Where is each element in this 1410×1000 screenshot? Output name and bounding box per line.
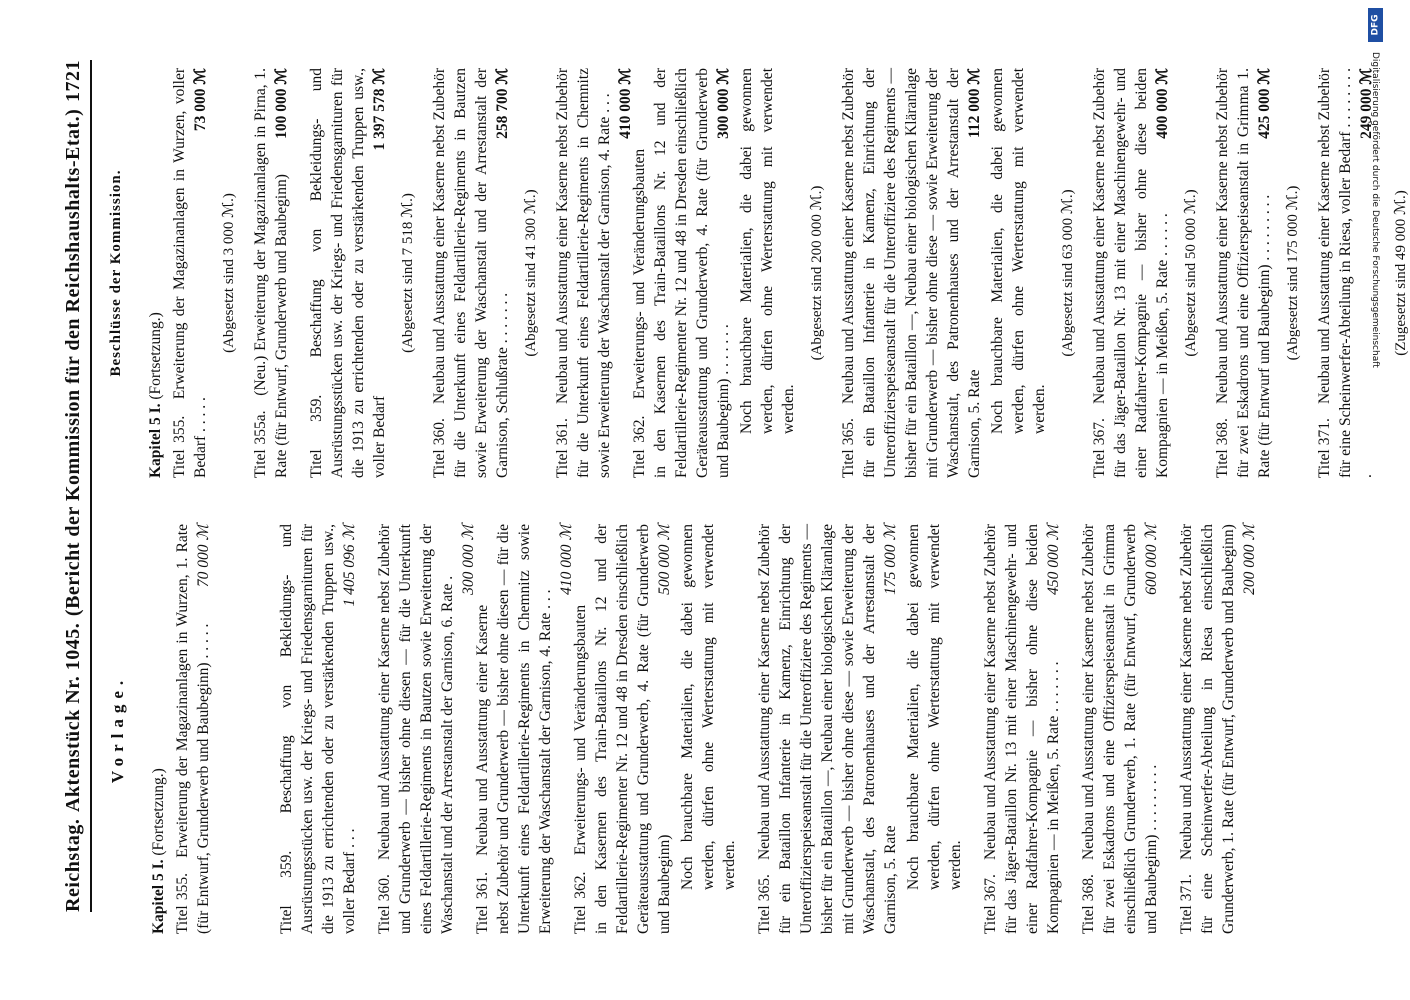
- deduction-note: (Abgesetzt sind 7 518 ℳ.): [400, 193, 416, 353]
- entry-number: Titel 367.: [982, 874, 999, 934]
- dfg-logo: [1368, 8, 1383, 42]
- entry: [838, 68, 1050, 478]
- entry-amount: 249 000 ℳ: [1358, 68, 1375, 139]
- header-left: Reichstag.: [62, 818, 84, 912]
- entry-amount: 500 000 ℳ: [656, 524, 673, 595]
- entry-number: Titel 367.: [1091, 418, 1108, 478]
- entry-note: Noch brauchbare Materialien, die dabei gewonnen werden, dürfen ohne Werterstattung mit verwendet werden.: [989, 68, 1048, 434]
- entry-number: Titel 355.: [174, 873, 191, 934]
- entry-number: Titel 360.: [431, 418, 448, 478]
- entry: [980, 524, 1064, 934]
- entry: [306, 68, 390, 478]
- entry-text: Erweiterungs- und Veränderungsbauten in den Kasernen des Train-Bataillons Nr. 12 und der Feldartillerie-Regimenter Nr. 12 und 48 in Dresden einschließlich Geräteausstattung und Grunderwerb, 4. Rate (für Grunderwerb und Baubeginn) . . . . . . .: [631, 68, 732, 478]
- entry-amount: 73 000 ℳ: [192, 68, 209, 132]
- entry-text: Neubau und Ausstattung einer Kaserne nebst Zubehör für die Unterkunft eines Feldartillerie-Regiments in Chemnitz sowie Erweiterung der Waschanstalt der Garnison, 4. Rate . . .: [554, 68, 613, 478]
- entry-amount: 1 405 096 ℳ: [341, 524, 358, 607]
- entry-text: Neubau und Ausstattung einer Kaserne nebst Zubehör für eine Scheinwerfer-Abteilung in Riesa einschließlich Grunderwerb, 1. Rate (für Entwurf, Grunderwerb und Baubeginn): [1178, 524, 1237, 934]
- entry-amount: 400 000 ℳ: [1154, 68, 1171, 139]
- entry-number: Titel 359.: [308, 394, 325, 478]
- entry-number: Titel 355a.: [252, 410, 269, 478]
- entry-text: Erweiterung der Magazinanlagen in Wurzen, voller Bedarf . . . . .: [171, 67, 209, 478]
- entry: [629, 68, 799, 478]
- entry-number: Titel 360.: [376, 874, 393, 934]
- deduction-note: (Abgesetzt sind 63 000 ℳ.): [1060, 189, 1076, 357]
- entry-amount: 450 000 ℳ: [1045, 524, 1062, 595]
- entry-amount: 425 000 ℳ: [1256, 68, 1273, 139]
- entry-number: Titel 365.: [756, 874, 773, 934]
- page-header: [62, 60, 85, 912]
- header-rule: [90, 60, 92, 912]
- entry-number: Titel 362.: [631, 415, 648, 478]
- dfg-logo-text: DFG: [1370, 14, 1381, 36]
- entry: [1212, 68, 1275, 478]
- entry-amount: 300 000 ℳ: [460, 524, 477, 595]
- entry-text: Neubau und Ausstattung einer Kaserne nebst Zubehör und Grunderwerb — bisher ohne diesen — für die Unterkunft eines Feldartillerie-Regiments in Chemnitz sowie Erweiterung der Waschanstalt der Garnison, 4. Rate . . .: [474, 524, 554, 934]
- kapitel-label: Kapitel 5 I.: [150, 859, 167, 934]
- entry-amount: 112 000 ℳ: [966, 68, 983, 138]
- entry: [754, 524, 966, 934]
- column-heading: Beschlüsse der Kommission.: [108, 169, 124, 377]
- entry-note: Noch brauchbare Materialien, die dabei gewonnen werden, dürfen ohne Werterstattung mit verwendet werden.: [738, 68, 797, 434]
- entry-amount: 70 000 ℳ: [195, 524, 212, 588]
- entry: [374, 524, 477, 934]
- entry-text: Neubau und Ausstattung einer Kaserne nebst Zubehör für zwei Eskadrons und eine Offizierspeiseanstalt in Grimma einschließlich Grunderwerb, 1. Rate (für Entwurf, Grunderwerb und Baubeginn) . . . . . . . . .: [1080, 524, 1160, 934]
- kapitel-line: [147, 68, 165, 478]
- entry-number: Titel 361.: [474, 872, 491, 934]
- entry: [552, 68, 634, 478]
- entry-text: Neubau und Ausstattung einer Kaserne nebst Zubehör für zwei Eskadrons und eine Offizierspeiseanstalt in Grimma 1. Rate (für Entwurf und Baubeginn) . . . . . . . . .: [1214, 68, 1273, 478]
- entry-number: Titel 371.: [1316, 418, 1333, 478]
- kapitel-line: [150, 524, 168, 934]
- entry-text: Neubau und Ausstattung einer Kaserne nebst Zubehör für eine Scheinwerfer-Abteilung in Riesa, voller Bedarf . . . . . . . . .: [1316, 68, 1375, 478]
- entry-amount: 410 000 ℳ: [558, 524, 575, 595]
- entry: [570, 524, 740, 934]
- entry-amount: 258 700 ℳ: [494, 68, 511, 139]
- page-number: 1721: [62, 60, 84, 103]
- entry-note: Noch brauchbare Materialien, die dabei gewonnen werden, dürfen ohne Werterstattung mit verwendet werden.: [679, 524, 738, 890]
- entry: [276, 524, 360, 934]
- column-vorlage: [108, 524, 1258, 934]
- entry: [169, 68, 211, 478]
- entry-amount: 100 000 ℳ: [273, 68, 290, 139]
- deduction-note: (Abgesetzt sind 175 000 ℳ.): [1285, 185, 1301, 361]
- entry: [1089, 68, 1173, 478]
- entry-amount: 300 000 ℳ: [715, 68, 732, 139]
- entry-number: Titel 355.: [171, 415, 188, 478]
- entry-text: Neubau und Ausstattung einer Kaserne nebst Zubehör für die Unterkunft eines Feldartillerie-Regiments in Bautzen sowie Erweiterung der Waschanstalt und der Arrestanstalt der Garnison, Schlußrate . . . . . . .: [431, 68, 511, 478]
- entry-number: Titel 371.: [1178, 874, 1195, 934]
- deduction-note: (Abgesetzt sind 41 300 ℳ.): [523, 189, 539, 357]
- digitization-credit: [1368, 52, 1382, 952]
- digitization-credit-text: Digitalisierung gefördert durch die Deutsche Forschungsgemeinschaft: [1370, 52, 1380, 368]
- entry-amount: 410 000 ℳ: [617, 68, 634, 139]
- entry: [472, 524, 575, 934]
- entry-text: Erweiterung der Magazinanlagen in Wurzen, 1. Rate (für Entwurf, Grunderwerb und Baubeginn) . . . . .: [174, 524, 212, 934]
- header-middle: Aktenstück Nr. 1045.: [62, 622, 84, 813]
- entry-text: Beschaffung von Bekleidungs- und Ausrüstungsstücken usw. der Kriegs- und Friedensgarnituren für die 1913 zu errichtenden oder zu verstärkenden Truppen usw., voller Bedarf . . .: [278, 524, 358, 934]
- entry-text: Neubau und Ausstattung einer Kaserne nebst Zubehör für ein Bataillon Infanterie in Kamenz, Einrichtung der Unteroffizierspeiseanstalt für die Unteroffiziere des Regiments — bisher für ein Bataillon —, Neubau einer biologischen Kläranlage mit Grunderwerb — bisher ohne diese — sowie Erweiterung der Waschanstalt, des Patronenhauses und der Arrestanstalt der Garnison, 5. Rate: [756, 524, 899, 934]
- entry-amount: 200 000 ℳ: [1241, 524, 1258, 595]
- kapitel-label: Kapitel 5 I.: [147, 403, 164, 478]
- entry-text: Neubau und Ausstattung einer Kaserne nebst Zubehör für das Jäger-Bataillon Nr. 13 mit einer Maschinengewehr- und einer Radfahrer-Kompagnie — bisher ohne diese beiden Kompagnien — in Meißen, 5. Rate . . . . . .: [1091, 68, 1171, 478]
- deduction-note: (Zugesetzt sind 49 000 ℳ.): [1393, 190, 1409, 356]
- entry: [172, 524, 214, 934]
- entry-text: Beschaffung von Bekleidungs- und Ausrüstungsstücken usw. der Kriegs- und Friedensgarnituren für die 1913 zu errichtenden oder zu verstärkenden Truppen usw., voller Bedarf: [308, 68, 388, 478]
- entry: [250, 68, 292, 478]
- column-heading: Vorlage.: [108, 674, 127, 784]
- entry: [1078, 524, 1162, 934]
- entry-amount: 175 000 ℳ: [882, 524, 899, 595]
- kapitel-note: (Fortsetzung.): [147, 312, 164, 400]
- entry: [429, 68, 513, 478]
- entry-number: Titel 368.: [1080, 874, 1097, 934]
- entry-text: Neubau und Ausstattung einer Kaserne nebst Zubehör für ein Bataillon Infanterie in Kamenz, Einrichtung der Unteroffizierspeiseanstalt für die Unteroffiziere des Regiments — bisher für ein Bataillon —, Neubau einer biologischen Kläranlage mit Grunderwerb — bisher ohne diese — sowie Erweiterung der Waschanstalt, des Patronenhauses und der Arrestanstalt der Garnison, 5. Rate: [840, 68, 983, 478]
- entry-text: Neubau und Ausstattung einer Kaserne nebst Zubehör für das Jäger-Bataillon Nr. 13 mit einer Maschinengewehr- und einer Radfahrer-Kompagnie — bisher ohne diese beiden Kompagnien — in Meißen, 5. Rate . . . . . . .: [982, 524, 1062, 934]
- deduction-note: (Abgesetzt sind 50 000 ℳ.): [1183, 189, 1199, 357]
- entry: [1176, 524, 1258, 934]
- entry-number: Titel 359.: [278, 850, 295, 934]
- entry-number: Titel 362.: [572, 871, 589, 934]
- entry-number: Titel 365.: [840, 418, 857, 478]
- deduction-note: (Abgesetzt sind 3 000 ℳ.): [221, 193, 237, 353]
- entry-amount: 1 397 578 ℳ: [371, 68, 388, 151]
- entry-note: Noch brauchbare Materialien, die dabei gewonnen werden, dürfen ohne Werterstattung mit verwendet werden.: [905, 524, 964, 890]
- entry-number: Titel 361.: [554, 418, 571, 478]
- header-title: (Bericht der Kommission für den Reichshaushalts-Etat.): [62, 108, 84, 617]
- entry-amount: 600 000 ℳ: [1143, 524, 1160, 595]
- entry-text: Neubau und Ausstattung einer Kaserne nebst Zubehör und Grunderwerb — bisher ohne diesen — für die Unterkunft eines Feldartillerie-Regiments in Bautzen sowie Erweiterung der Waschanstalt und der Arrestanstalt der Garnison, 6. Rate .: [376, 524, 456, 934]
- kapitel-note: (Fortsetzung.): [150, 768, 167, 856]
- entry-text: (Neu.) Erweiterung der Magazinanlagen in Pirna, 1. Rate (für Entwurf, Grunderwerb und Baubeginn): [252, 67, 290, 478]
- entry-text: Erweiterungs- und Veränderungsbauten in den Kasernen des Train-Bataillons Nr. 12 und der Feldartillerie-Regimenter Nr. 12 und 48 in Dresden einschließlich Geräteausstattung und Grunderwerb, 4. Rate (für Grunderwerb und Baubeginn): [572, 524, 673, 934]
- deduction-note: (Abgesetzt sind 200 000 ℳ.): [809, 185, 825, 361]
- entry-number: Titel 368.: [1214, 418, 1231, 478]
